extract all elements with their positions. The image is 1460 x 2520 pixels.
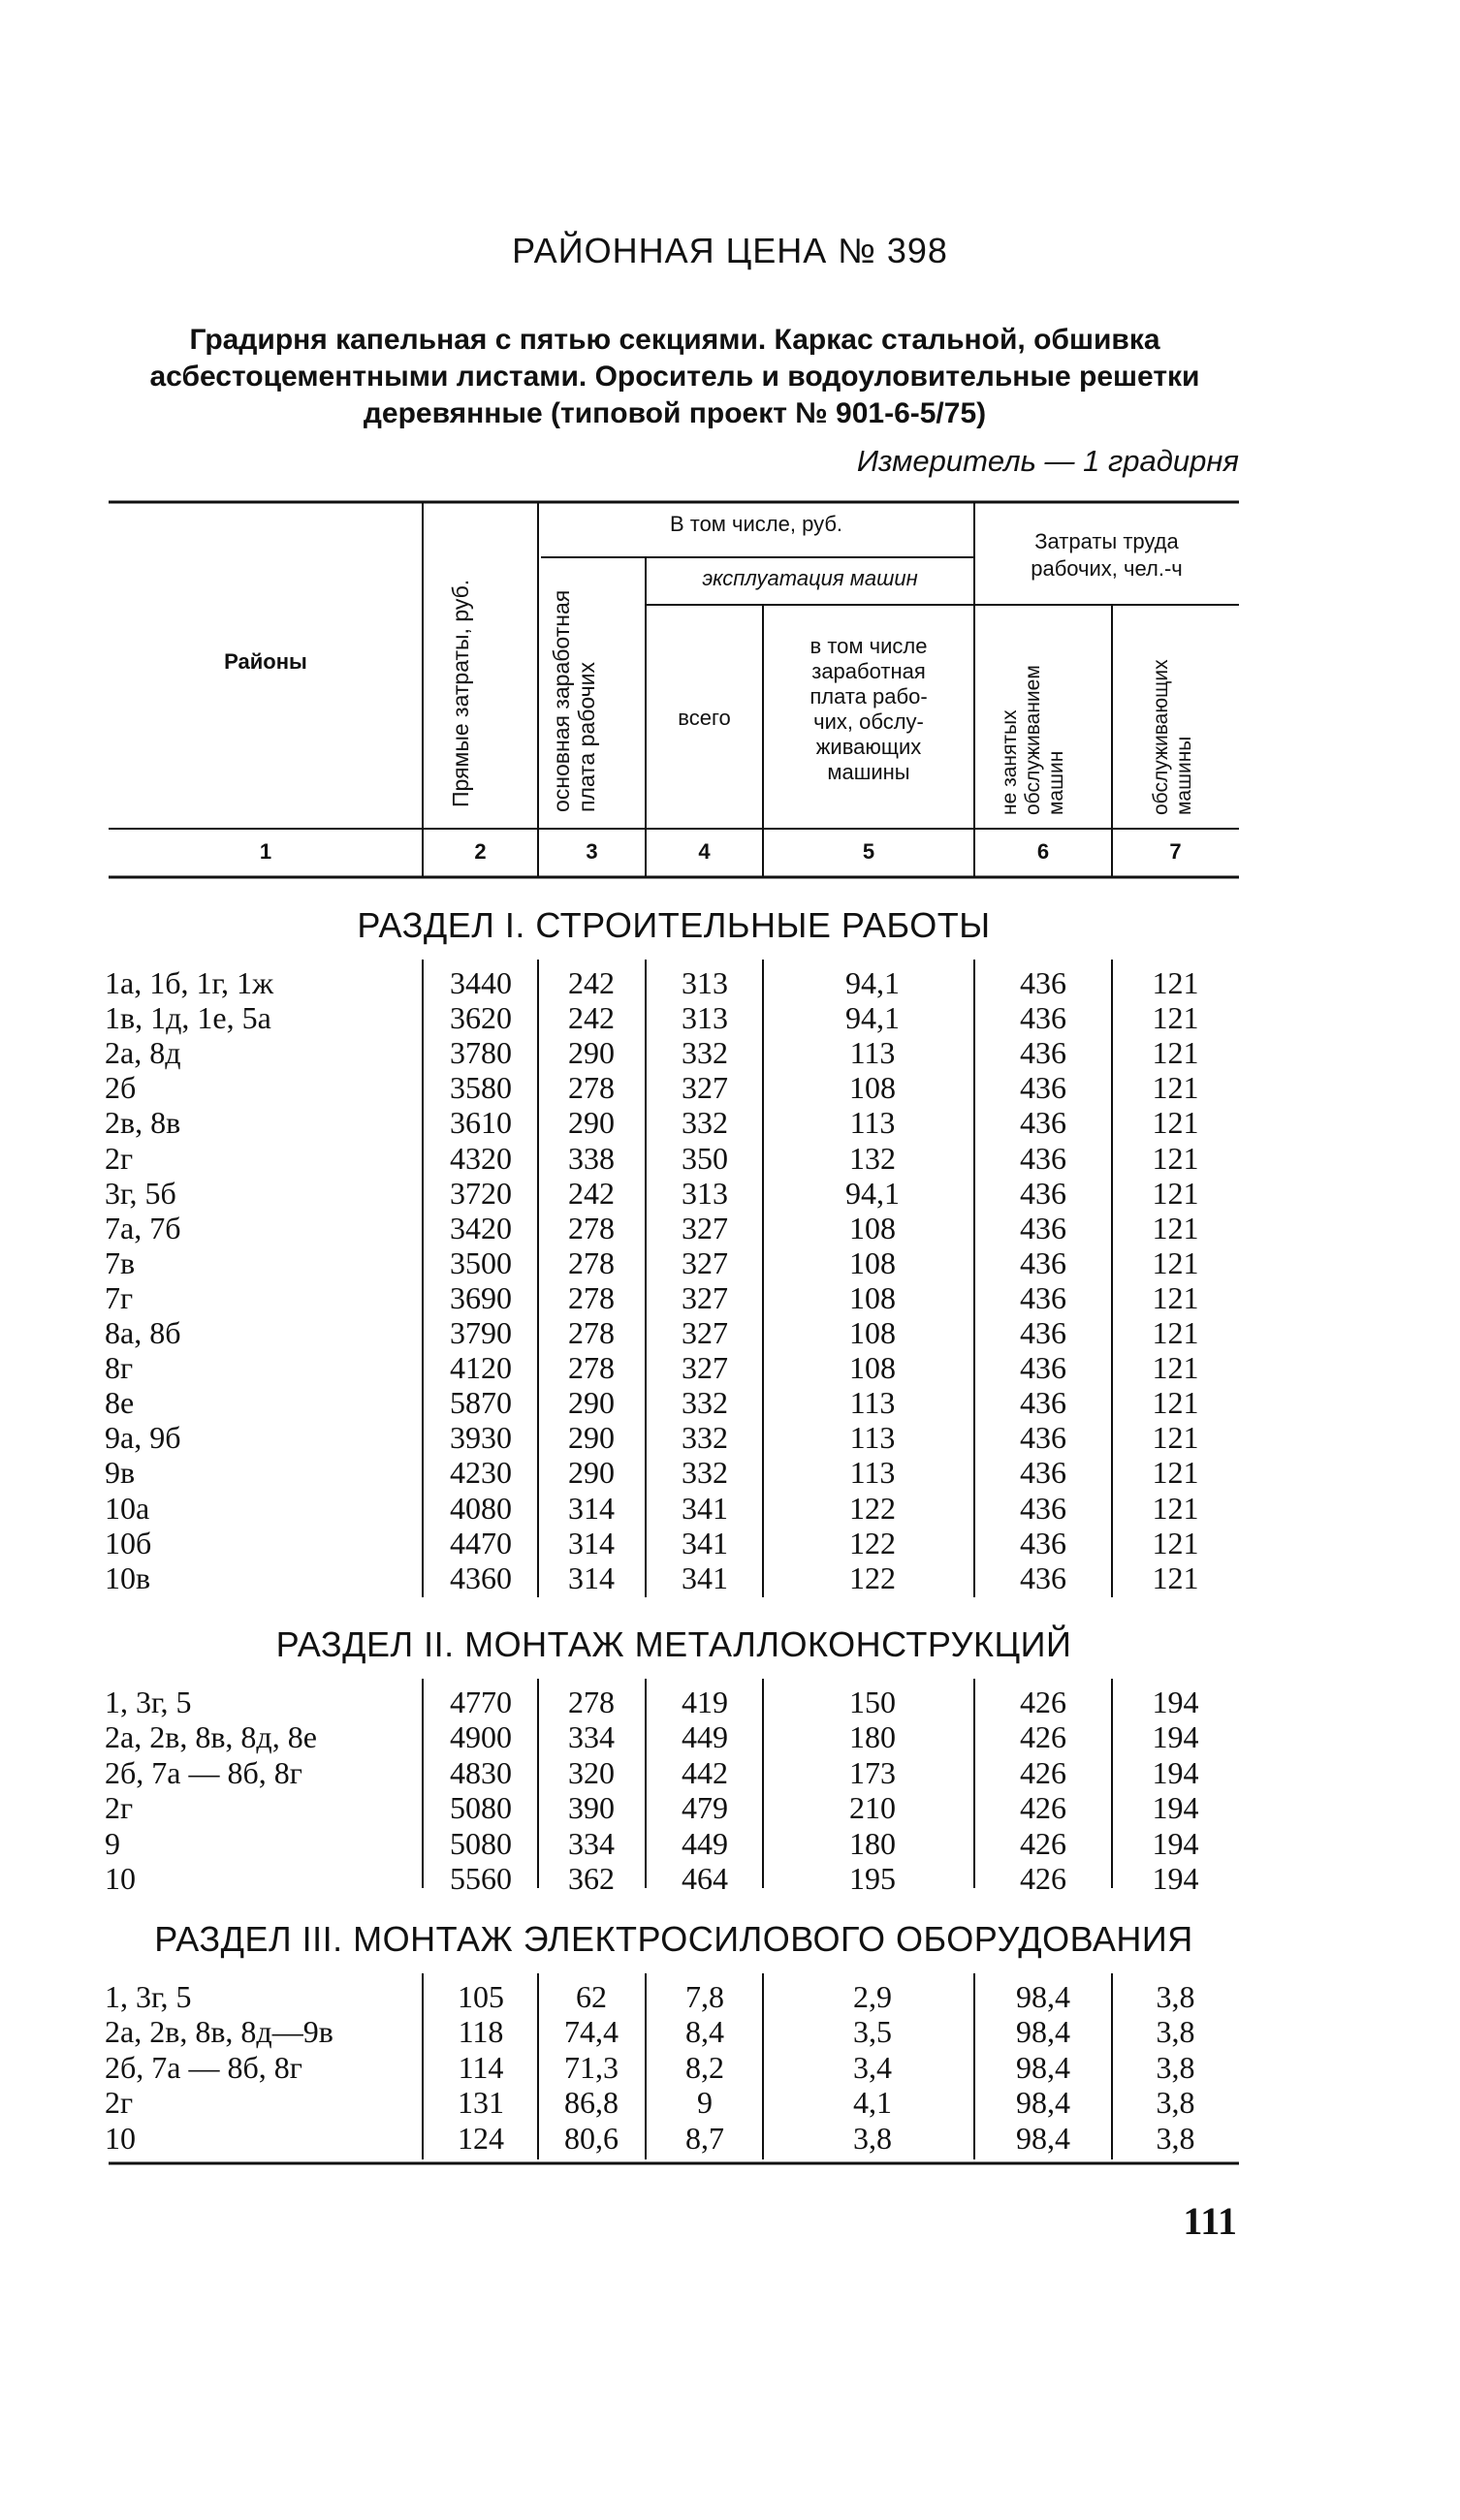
machine-total-cell: 9: [697, 2085, 713, 2121]
labor-not-busy-cell: 436: [1020, 1210, 1066, 1245]
labor-servicing-cell: 121: [1152, 1525, 1199, 1560]
machine-total-cell: 341: [682, 1525, 728, 1560]
header-not-busy: не занятых обслуживанием машин: [999, 665, 1067, 815]
machine-wage-cell: 150: [849, 1685, 896, 1719]
base-wage-cell: 290: [568, 1385, 615, 1421]
labor-servicing-cell: 121: [1152, 1455, 1199, 1491]
base-wage-cell: 74,4: [564, 2014, 619, 2050]
base-wage-cell: 390: [568, 1790, 615, 1826]
labor-not-busy-cell: 436: [1020, 1525, 1066, 1560]
region-cell: 7г: [105, 1279, 134, 1315]
region-cell: 1, 3г, 5: [105, 1979, 192, 2014]
base-wage-cell: 278: [568, 1279, 615, 1315]
base-wage-cell: 290: [568, 1035, 615, 1071]
region-cell: 2г: [105, 1790, 134, 1826]
region-cell: 7в: [105, 1244, 136, 1280]
machine-wage-cell: 3,5: [853, 2014, 892, 2050]
base-wage-cell: 242: [568, 1000, 615, 1036]
machine-wage-cell: 173: [849, 1754, 896, 1790]
machine-wage-cell: 180: [849, 1825, 896, 1861]
direct-costs-cell: 3420: [450, 1210, 512, 1245]
labor-servicing-cell: 121: [1152, 1070, 1199, 1106]
direct-costs-cell: 105: [458, 1979, 504, 2014]
base-wage-cell: 278: [568, 1685, 615, 1719]
header-base-wage: основная заработная плата рабочих: [549, 589, 599, 812]
labor-not-busy-cell: 436: [1020, 1559, 1066, 1595]
section-title-2: РАЗДЕЛ II. МОНТАЖ МЕТАЛЛОКОНСТРУКЦИЙ: [275, 1624, 1072, 1664]
region-cell: 8г: [105, 1350, 134, 1386]
machine-wage-cell: 3,4: [853, 2049, 892, 2085]
machine-wage-cell: 94,1: [845, 1175, 900, 1211]
labor-servicing-cell: 194: [1152, 1790, 1199, 1826]
labor-servicing-cell: 194: [1152, 1861, 1199, 1896]
labor-not-busy-cell: 98,4: [1016, 1979, 1070, 2014]
machine-total-cell: 8,4: [685, 2014, 724, 2050]
direct-costs-cell: 4830: [450, 1754, 512, 1790]
labor-not-busy-cell: 436: [1020, 1140, 1066, 1176]
labor-servicing-cell: 194: [1152, 1719, 1199, 1755]
region-cell: 2б, 7а — 8б, 8г: [105, 1754, 302, 1790]
machine-total-cell: 313: [682, 1175, 728, 1211]
header-labor-2: рабочих, чел.-ч: [1031, 556, 1183, 581]
column-number: 7: [1169, 839, 1182, 864]
machine-total-cell: 8,7: [685, 2120, 724, 2156]
machine-total-cell: 332: [682, 1455, 728, 1491]
direct-costs-cell: 4470: [450, 1525, 512, 1560]
caption-line-2: асбестоцементными листами. Ороситель и водоуловительные решетки: [149, 361, 1200, 393]
machine-wage-cell: 180: [849, 1719, 896, 1755]
header-total: всего: [678, 706, 731, 730]
direct-costs-cell: 4320: [450, 1140, 512, 1176]
base-wage-cell: 320: [568, 1754, 615, 1790]
machine-wage-cell: 108: [849, 1210, 896, 1245]
labor-not-busy-cell: 98,4: [1016, 2049, 1070, 2085]
region-cell: 2г: [105, 1140, 134, 1176]
machine-total-cell: 327: [682, 1279, 728, 1315]
machine-wage-cell: 122: [849, 1559, 896, 1595]
direct-costs-cell: 3780: [450, 1035, 512, 1071]
region-cell: 1в, 1д, 1е, 5а: [105, 1000, 271, 1036]
labor-not-busy-cell: 436: [1020, 1035, 1066, 1071]
labor-servicing-cell: 121: [1152, 1350, 1199, 1386]
header-incl-wage-6: машины: [827, 760, 910, 784]
base-wage-cell: 290: [568, 1105, 615, 1141]
base-wage-cell: 362: [568, 1861, 615, 1896]
machine-total-cell: 419: [682, 1685, 728, 1719]
region-cell: 7а, 7б: [105, 1210, 181, 1245]
base-wage-cell: 278: [568, 1350, 615, 1386]
header-incl-wage-3: плата рабо-: [809, 684, 928, 709]
labor-not-busy-cell: 98,4: [1016, 2085, 1070, 2121]
labor-not-busy-cell: 436: [1020, 1490, 1066, 1526]
machine-total-cell: 332: [682, 1035, 728, 1071]
machine-total-cell: 327: [682, 1315, 728, 1350]
region-cell: 2а, 8д: [105, 1035, 181, 1071]
direct-costs-cell: 5080: [450, 1790, 512, 1826]
base-wage-cell: 278: [568, 1210, 615, 1245]
labor-not-busy-cell: 436: [1020, 1455, 1066, 1491]
column-number: 6: [1036, 839, 1050, 864]
machine-total-cell: 449: [682, 1719, 728, 1755]
header-regions: Районы: [224, 649, 307, 674]
caption-line-3: деревянные (типовой проект № 901-6-5/75): [363, 397, 987, 429]
labor-not-busy-cell: 436: [1020, 1175, 1066, 1211]
labor-servicing-cell: 194: [1152, 1825, 1199, 1861]
machine-total-cell: 327: [682, 1350, 728, 1386]
labor-servicing-cell: 121: [1152, 1279, 1199, 1315]
base-wage-cell: 242: [568, 1175, 615, 1211]
section-title-3: РАЗДЕЛ III. МОНТАЖ ЭЛЕКТРОСИЛОВОГО ОБОРУДОВАНИЯ: [154, 1919, 1193, 1959]
machine-total-cell: 332: [682, 1420, 728, 1456]
machine-wage-cell: 122: [849, 1490, 896, 1526]
direct-costs-cell: 4360: [450, 1559, 512, 1595]
direct-costs-cell: 3440: [450, 965, 512, 1000]
machine-total-cell: 442: [682, 1754, 728, 1790]
labor-not-busy-cell: 436: [1020, 1070, 1066, 1106]
labor-servicing-cell: 3,8: [1156, 1979, 1195, 2014]
base-wage-cell: 338: [568, 1140, 615, 1176]
region-cell: 1а, 1б, 1г, 1ж: [105, 965, 274, 1000]
machine-wage-cell: 113: [849, 1385, 896, 1421]
direct-costs-cell: 4900: [450, 1719, 512, 1755]
base-wage-cell: 278: [568, 1244, 615, 1280]
labor-not-busy-cell: 436: [1020, 1420, 1066, 1456]
labor-not-busy-cell: 98,4: [1016, 2014, 1070, 2050]
column-number: 1: [259, 839, 272, 864]
labor-servicing-cell: 121: [1152, 1315, 1199, 1350]
region-cell: 8е: [105, 1385, 135, 1421]
labor-servicing-cell: 121: [1152, 1385, 1199, 1421]
labor-servicing-cell: 121: [1152, 1175, 1199, 1211]
header-incl-wage-4: чих, обслу-: [813, 709, 924, 734]
direct-costs-cell: 3720: [450, 1175, 512, 1211]
machine-wage-cell: 108: [849, 1244, 896, 1280]
region-cell: 3г, 5б: [105, 1175, 176, 1211]
base-wage-cell: 290: [568, 1455, 615, 1491]
region-cell: 10б: [105, 1525, 152, 1560]
region-cell: 10а: [105, 1490, 150, 1526]
base-wage-cell: 314: [568, 1559, 615, 1595]
base-wage-cell: 71,3: [564, 2049, 619, 2085]
labor-servicing-cell: 121: [1152, 1559, 1199, 1595]
region-cell: 2г: [105, 2085, 134, 2121]
region-cell: 2б, 7а — 8б, 8г: [105, 2049, 302, 2085]
labor-not-busy-cell: 426: [1020, 1861, 1066, 1896]
machine-total-cell: 327: [682, 1070, 728, 1106]
column-number: 2: [474, 839, 487, 864]
labor-servicing-cell: 121: [1152, 1420, 1199, 1456]
header-direct-costs: Прямые затраты, руб.: [448, 579, 473, 807]
labor-servicing-cell: 194: [1152, 1685, 1199, 1719]
labor-not-busy-cell: 426: [1020, 1719, 1066, 1755]
labor-servicing-cell: 121: [1152, 1140, 1199, 1176]
labor-not-busy-cell: 436: [1020, 1105, 1066, 1141]
direct-costs-cell: 3790: [450, 1315, 512, 1350]
labor-not-busy-cell: 436: [1020, 1279, 1066, 1315]
base-wage-cell: 278: [568, 1315, 615, 1350]
machine-total-cell: 449: [682, 1825, 728, 1861]
region-cell: 9в: [105, 1455, 136, 1491]
direct-costs-cell: 131: [458, 2085, 504, 2121]
machine-wage-cell: 94,1: [845, 1000, 900, 1036]
direct-costs-cell: 114: [458, 2049, 504, 2085]
machine-wage-cell: 94,1: [845, 965, 900, 1000]
labor-servicing-cell: 121: [1152, 1000, 1199, 1036]
machine-total-cell: 464: [682, 1861, 728, 1896]
base-wage-cell: 334: [568, 1719, 615, 1755]
region-cell: 2а, 2в, 8в, 8д—9в: [105, 2014, 333, 2050]
region-cell: 2а, 2в, 8в, 8д, 8е: [105, 1719, 317, 1755]
labor-not-busy-cell: 436: [1020, 1000, 1066, 1036]
labor-servicing-cell: 121: [1152, 1210, 1199, 1245]
labor-not-busy-cell: 436: [1020, 1385, 1066, 1421]
labor-servicing-cell: 121: [1152, 1490, 1199, 1526]
direct-costs-cell: 5080: [450, 1825, 512, 1861]
machine-wage-cell: 108: [849, 1350, 896, 1386]
caption-line-1: Градирня капельная с пятью секциями. Каркас стальной, обшивка: [189, 324, 1160, 356]
machine-wage-cell: 210: [849, 1790, 896, 1826]
labor-not-busy-cell: 436: [1020, 965, 1066, 1000]
machine-wage-cell: 3,8: [853, 2120, 892, 2156]
direct-costs-cell: 4120: [450, 1350, 512, 1386]
machine-wage-cell: 4,1: [853, 2085, 892, 2121]
machine-total-cell: 341: [682, 1490, 728, 1526]
header-including: В том числе, руб.: [669, 512, 843, 536]
direct-costs-cell: 4230: [450, 1455, 512, 1491]
region-cell: 2б: [105, 1070, 137, 1106]
base-wage-cell: 334: [568, 1825, 615, 1861]
region-cell: 10в: [105, 1559, 151, 1595]
base-wage-cell: 290: [568, 1420, 615, 1456]
direct-costs-cell: 3580: [450, 1070, 512, 1106]
labor-not-busy-cell: 426: [1020, 1754, 1066, 1790]
machine-total-cell: 327: [682, 1244, 728, 1280]
machine-total-cell: 332: [682, 1385, 728, 1421]
section-title-1: РАЗДЕЛ I. СТРОИТЕЛЬНЫЕ РАБОТЫ: [357, 905, 991, 945]
machine-total-cell: 8,2: [685, 2049, 724, 2085]
machine-wage-cell: 108: [849, 1279, 896, 1315]
column-number: 4: [698, 839, 711, 864]
machine-wage-cell: 122: [849, 1525, 896, 1560]
base-wage-cell: 86,8: [564, 2085, 619, 2121]
machine-wage-cell: 2,9: [853, 1979, 892, 2014]
region-cell: 9: [105, 1825, 120, 1861]
machine-total-cell: 341: [682, 1559, 728, 1595]
labor-servicing-cell: 121: [1152, 965, 1199, 1000]
region-cell: 1, 3г, 5: [105, 1685, 192, 1719]
labor-servicing-cell: 194: [1152, 1754, 1199, 1790]
direct-costs-cell: 3610: [450, 1105, 512, 1141]
labor-servicing-cell: 3,8: [1156, 2014, 1195, 2050]
header-labor-1: Затраты труда: [1034, 529, 1179, 553]
machine-wage-cell: 113: [849, 1035, 896, 1071]
direct-costs-cell: 3620: [450, 1000, 512, 1036]
page-title: РАЙОННАЯ ЦЕНА № 398: [512, 231, 948, 270]
column-number: 3: [586, 839, 598, 864]
labor-servicing-cell: 3,8: [1156, 2120, 1195, 2156]
header-incl-wage-1: в том числе: [809, 634, 928, 658]
base-wage-cell: 62: [576, 1979, 607, 2014]
machine-total-cell: 479: [682, 1790, 728, 1826]
region-cell: 9а, 9б: [105, 1420, 181, 1456]
direct-costs-cell: 4080: [450, 1490, 512, 1526]
machine-total-cell: 327: [682, 1210, 728, 1245]
direct-costs-cell: 4770: [450, 1685, 512, 1719]
labor-not-busy-cell: 98,4: [1016, 2120, 1070, 2156]
machine-wage-cell: 132: [849, 1140, 896, 1176]
labor-servicing-cell: 3,8: [1156, 2085, 1195, 2121]
machine-wage-cell: 113: [849, 1455, 896, 1491]
column-number: 5: [862, 839, 875, 864]
labor-not-busy-cell: 436: [1020, 1315, 1066, 1350]
measurement-unit: Измеритель — 1 градирня: [856, 444, 1239, 478]
page-number: 111: [1183, 2199, 1237, 2243]
labor-servicing-cell: 121: [1152, 1105, 1199, 1141]
labor-not-busy-cell: 436: [1020, 1244, 1066, 1280]
base-wage-cell: 278: [568, 1070, 615, 1106]
header-servicing: обслуживающих машины: [1150, 659, 1195, 815]
direct-costs-cell: 124: [458, 2120, 504, 2156]
labor-not-busy-cell: 426: [1020, 1825, 1066, 1861]
labor-not-busy-cell: 426: [1020, 1790, 1066, 1826]
base-wage-cell: 314: [568, 1525, 615, 1560]
header-machine-operation: эксплуатация машин: [702, 566, 918, 590]
machine-total-cell: 313: [682, 1000, 728, 1036]
machine-wage-cell: 195: [849, 1861, 896, 1896]
machine-wage-cell: 113: [849, 1105, 896, 1141]
base-wage-cell: 314: [568, 1490, 615, 1526]
machine-total-cell: 350: [682, 1140, 728, 1176]
direct-costs-cell: 3930: [450, 1420, 512, 1456]
direct-costs-cell: 118: [458, 2014, 504, 2050]
machine-total-cell: 313: [682, 965, 728, 1000]
region-cell: 10: [105, 2120, 136, 2156]
direct-costs-cell: 3500: [450, 1244, 512, 1280]
direct-costs-cell: 5870: [450, 1385, 512, 1421]
machine-wage-cell: 108: [849, 1070, 896, 1106]
region-cell: 10: [105, 1861, 136, 1896]
machine-wage-cell: 108: [849, 1315, 896, 1350]
base-wage-cell: 242: [568, 965, 615, 1000]
labor-not-busy-cell: 436: [1020, 1350, 1066, 1386]
labor-not-busy-cell: 426: [1020, 1685, 1066, 1719]
direct-costs-cell: 5560: [450, 1861, 512, 1896]
machine-wage-cell: 113: [849, 1420, 896, 1456]
region-cell: 8а, 8б: [105, 1315, 181, 1350]
machine-total-cell: 332: [682, 1105, 728, 1141]
header-incl-wage-5: живающих: [815, 735, 922, 759]
labor-servicing-cell: 121: [1152, 1244, 1199, 1280]
direct-costs-cell: 3690: [450, 1279, 512, 1315]
header-incl-wage-2: заработная: [811, 659, 926, 683]
machine-total-cell: 7,8: [685, 1979, 724, 2014]
labor-servicing-cell: 3,8: [1156, 2049, 1195, 2085]
region-cell: 2в, 8в: [105, 1105, 181, 1141]
base-wage-cell: 80,6: [564, 2120, 619, 2156]
labor-servicing-cell: 121: [1152, 1035, 1199, 1071]
